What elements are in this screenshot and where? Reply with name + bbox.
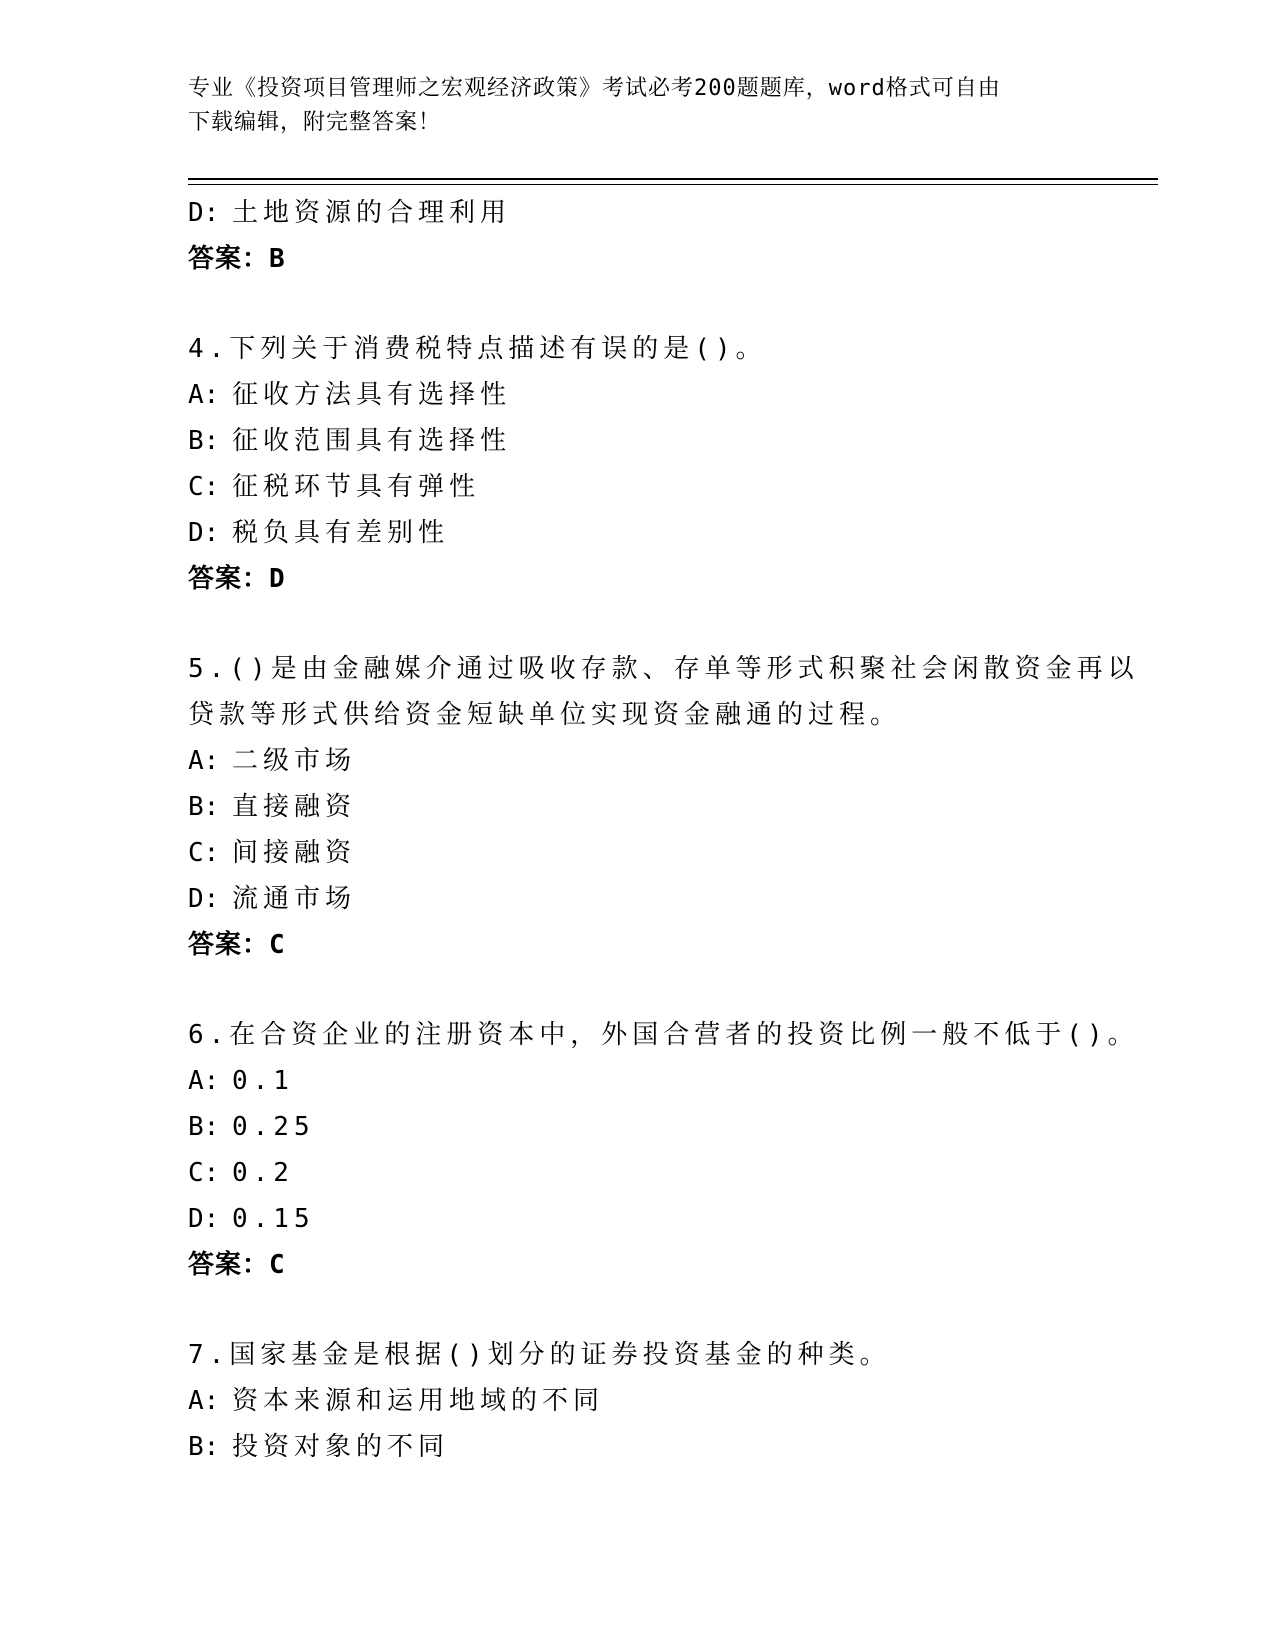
question-6	[188, 1012, 1148, 1288]
option-text: 二级市场	[232, 746, 357, 776]
option-label: A:	[188, 1066, 220, 1096]
option-text: 直接融资	[232, 792, 357, 822]
option-label: D:	[188, 198, 220, 228]
option-label: B:	[188, 426, 220, 456]
option-text: 0.2	[232, 1158, 294, 1188]
option-label: A:	[188, 1386, 220, 1416]
option-a	[188, 1378, 1148, 1424]
option-text: 征收方法具有选择性	[232, 380, 512, 410]
option-label: C:	[188, 838, 220, 868]
header-divider-thin	[188, 184, 1158, 185]
spacer	[188, 602, 1148, 646]
option-label: A:	[188, 380, 220, 410]
option-d	[188, 510, 1148, 556]
header-line-1: 专业《投资项目管理师之宏观经济政策》考试必考200题题库，word格式可自由	[188, 76, 1001, 101]
answer-label: 答案：	[188, 930, 270, 960]
option-text: 0.25	[232, 1112, 315, 1142]
option-text: 投资对象的不同	[232, 1432, 450, 1462]
answer-line	[188, 556, 1148, 602]
answer-line	[188, 922, 1148, 968]
option-text: 土地资源的合理利用	[232, 198, 512, 228]
option-label: B:	[188, 792, 220, 822]
option-label: B:	[188, 1112, 220, 1142]
option-text: 流通市场	[232, 884, 357, 914]
spacer	[188, 968, 1148, 1012]
question-text: 4.下列关于消费税特点描述有误的是()。	[188, 334, 767, 364]
option-c	[188, 1150, 1148, 1196]
question-7	[188, 1332, 1148, 1470]
option-text: 征税环节具有弹性	[232, 472, 481, 502]
option-label: C:	[188, 472, 220, 502]
option-label: D:	[188, 884, 220, 914]
option-b	[188, 418, 1148, 464]
option-label: D:	[188, 1204, 220, 1234]
question-text-continued: 贷款等形式供给资金短缺单位实现资金融通的过程。	[188, 700, 902, 730]
header-line-2: 下载编辑，附完整答案！	[188, 110, 442, 135]
option-a	[188, 1058, 1148, 1104]
option-c	[188, 830, 1148, 876]
answer-value: D	[269, 564, 286, 594]
answer-line	[188, 236, 1148, 282]
option-a	[188, 372, 1148, 418]
answer-value: B	[269, 244, 286, 274]
answer-label: 答案：	[188, 1250, 270, 1280]
option-b	[188, 784, 1148, 830]
question-4	[188, 326, 1148, 602]
option-text: 0.1	[232, 1066, 294, 1096]
question-text: 6.在合资企业的注册资本中，外国合营者的投资比例一般不低于()。	[188, 1020, 1139, 1050]
option-d	[188, 190, 1148, 236]
option-d	[188, 876, 1148, 922]
option-label: B:	[188, 1432, 220, 1462]
answer-label: 答案：	[188, 244, 270, 274]
answer-value: C	[269, 1250, 286, 1280]
option-text: 间接融资	[232, 838, 357, 868]
option-label: D:	[188, 518, 220, 548]
question-5	[188, 646, 1148, 968]
spacer	[188, 282, 1148, 326]
option-b	[188, 1424, 1148, 1470]
question-list	[188, 190, 1148, 1470]
option-text: 资本来源和运用地域的不同	[232, 1386, 605, 1416]
option-c	[188, 464, 1148, 510]
option-a	[188, 738, 1148, 784]
answer-line	[188, 1242, 1148, 1288]
answer-label: 答案：	[188, 564, 270, 594]
option-text: 征收范围具有选择性	[232, 426, 512, 456]
answer-value: C	[269, 930, 286, 960]
spacer	[188, 1288, 1148, 1332]
option-text: 税负具有差别性	[232, 518, 450, 548]
option-label: C:	[188, 1158, 220, 1188]
option-label: A:	[188, 746, 220, 776]
option-text: 0.15	[232, 1204, 315, 1234]
option-d	[188, 1196, 1148, 1242]
header-divider-thick	[188, 178, 1158, 180]
option-b	[188, 1104, 1148, 1150]
question-text: 7.国家基金是根据()划分的证券投资基金的种类。	[188, 1340, 891, 1370]
question-text: 5.()是由金融媒介通过吸收存款、存单等形式积聚社会闲散资金再以	[188, 654, 1139, 684]
document-header	[188, 72, 1088, 140]
